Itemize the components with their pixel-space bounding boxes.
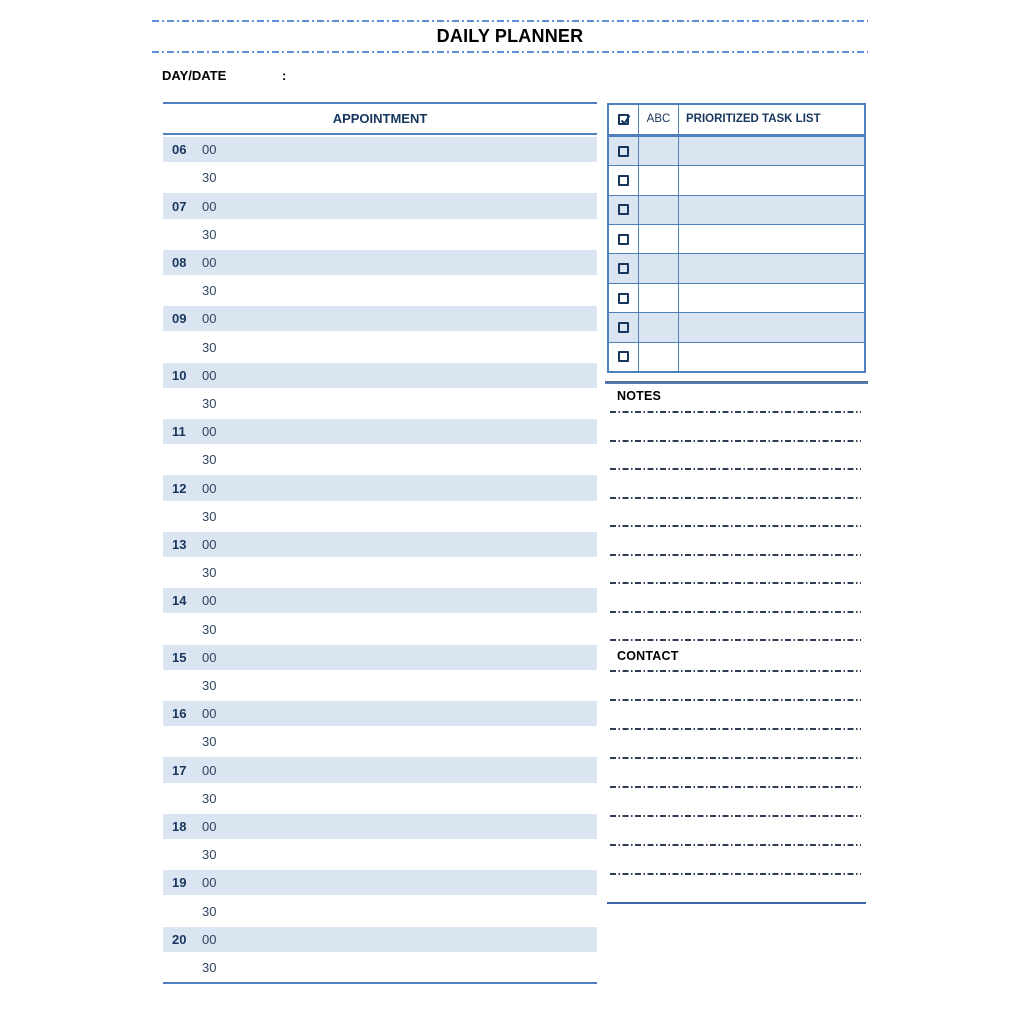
contact-line[interactable] <box>610 844 861 846</box>
task-checkbox-cell <box>609 196 639 224</box>
appointment-entry[interactable] <box>216 786 597 811</box>
minute-label: 00 <box>202 254 217 270</box>
minute-label: 00 <box>202 593 217 609</box>
notes-line[interactable] <box>610 611 861 613</box>
task-abc-cell[interactable] <box>639 137 679 165</box>
task-checkbox-cell <box>609 313 639 341</box>
prioritized-task-table <box>607 103 866 373</box>
minute-label: 00 <box>202 142 217 158</box>
task-abc-cell[interactable] <box>639 225 679 253</box>
appointment-slot[interactable] <box>163 334 597 359</box>
appointment-entry[interactable] <box>216 645 597 670</box>
task-header-title: PRIORITIZED TASK LIST <box>686 113 821 126</box>
notes-line[interactable] <box>610 468 861 470</box>
minute-label: 00 <box>202 762 217 778</box>
appointment-entry[interactable] <box>216 278 597 303</box>
hour-label: 15 <box>172 649 187 665</box>
appointment-slot[interactable] <box>163 870 597 895</box>
appointment-header-label: APPOINTMENT <box>332 111 428 126</box>
appointment-slot[interactable] <box>163 250 597 275</box>
task-header-abc: ABC <box>639 105 679 134</box>
notes-line[interactable] <box>610 411 861 413</box>
minute-label: 00 <box>202 649 217 665</box>
appointment-header <box>163 102 597 135</box>
hour-label: 18 <box>172 818 187 834</box>
empty-checkbox-icon[interactable] <box>618 175 629 186</box>
contact-bottom-rule <box>607 902 866 904</box>
minute-label: 00 <box>202 424 217 440</box>
task-text-cell[interactable] <box>679 196 864 224</box>
notes-line[interactable] <box>610 440 861 442</box>
appointment-entry[interactable] <box>216 475 597 500</box>
task-header-checkbox-cell <box>609 105 639 134</box>
task-abc-cell[interactable] <box>639 313 679 341</box>
notes-heading: NOTES <box>617 389 662 403</box>
task-row <box>609 224 864 253</box>
task-checkbox-cell <box>609 225 639 253</box>
task-row <box>609 136 864 165</box>
minute-label: 30 <box>202 508 217 524</box>
appointment-entry[interactable] <box>216 363 597 388</box>
appointment-slot[interactable] <box>163 814 597 839</box>
appointment-slot[interactable] <box>163 278 597 303</box>
task-text-cell[interactable] <box>679 284 864 312</box>
appointment-entry[interactable] <box>216 673 597 698</box>
task-abc-cell[interactable] <box>639 254 679 282</box>
day-date-value[interactable] <box>297 68 627 84</box>
empty-checkbox-icon[interactable] <box>618 146 629 157</box>
appointment-entry[interactable] <box>216 504 597 529</box>
appointment-slot[interactable] <box>163 137 597 162</box>
hour-label: 09 <box>172 311 187 327</box>
day-date-separator: : <box>282 68 287 83</box>
task-row <box>609 283 864 312</box>
hour-label: 16 <box>172 706 187 722</box>
appointment-slot[interactable] <box>163 222 597 247</box>
notes-line[interactable] <box>610 582 861 584</box>
task-row <box>609 253 864 282</box>
title-top-dashed-rule <box>152 20 868 22</box>
minute-label: 30 <box>202 734 217 750</box>
empty-checkbox-icon[interactable] <box>618 263 629 274</box>
checked-checkbox-icon <box>618 114 629 125</box>
task-text-cell[interactable] <box>679 254 864 282</box>
task-text-cell[interactable] <box>679 225 864 253</box>
hour-label: 14 <box>172 593 187 609</box>
appointment-slot[interactable] <box>163 701 597 726</box>
empty-checkbox-icon[interactable] <box>618 351 629 362</box>
task-checkbox-cell <box>609 166 639 194</box>
task-abc-cell[interactable] <box>639 343 679 371</box>
task-row <box>609 165 864 194</box>
appointment-slot[interactable] <box>163 363 597 388</box>
appointment-slot[interactable] <box>163 532 597 557</box>
appointment-entry[interactable] <box>216 447 597 472</box>
notes-line[interactable] <box>610 497 861 499</box>
appointment-entry[interactable] <box>216 927 597 952</box>
task-abc-cell[interactable] <box>639 196 679 224</box>
contact-line[interactable] <box>610 757 861 759</box>
minute-label: 30 <box>202 621 217 637</box>
appointment-entry[interactable] <box>216 419 597 444</box>
appointment-slot[interactable] <box>163 560 597 585</box>
minute-label: 30 <box>202 395 217 411</box>
appointment-entry[interactable] <box>216 193 597 218</box>
appointment-entry[interactable] <box>216 588 597 613</box>
minute-label: 30 <box>202 677 217 693</box>
task-abc-cell[interactable] <box>639 166 679 194</box>
appointment-slot[interactable] <box>163 391 597 416</box>
hour-label: 19 <box>172 875 187 891</box>
contact-line[interactable] <box>610 815 861 817</box>
task-abc-cell[interactable] <box>639 284 679 312</box>
appointment-entry[interactable] <box>216 532 597 557</box>
appointment-slot[interactable] <box>163 193 597 218</box>
appointment-entry[interactable] <box>216 334 597 359</box>
appointment-entry[interactable] <box>216 757 597 782</box>
task-table-header-row <box>609 105 864 136</box>
minute-label: 30 <box>202 339 217 355</box>
appointment-slot[interactable] <box>163 927 597 952</box>
minute-label: 00 <box>202 706 217 722</box>
appointment-slot[interactable] <box>163 165 597 190</box>
appointment-slot[interactable] <box>163 898 597 923</box>
hour-label: 10 <box>172 367 187 383</box>
appointment-entry[interactable] <box>216 701 597 726</box>
empty-checkbox-icon[interactable] <box>618 204 629 215</box>
hour-label: 12 <box>172 480 187 496</box>
task-checkbox-cell <box>609 254 639 282</box>
appointment-slot[interactable] <box>163 955 597 980</box>
appointment-slot[interactable] <box>163 757 597 782</box>
task-row <box>609 312 864 341</box>
appointment-rows <box>163 137 597 983</box>
hour-label: 07 <box>172 198 187 214</box>
appointment-entry[interactable] <box>216 814 597 839</box>
appointment-entry[interactable] <box>216 842 597 867</box>
appointment-slot[interactable] <box>163 504 597 529</box>
page-title: DAILY PLANNER <box>436 26 584 46</box>
appointment-slot[interactable] <box>163 475 597 500</box>
minute-label: 30 <box>202 226 217 242</box>
appointment-entry[interactable] <box>216 616 597 641</box>
appointment-slot[interactable] <box>163 616 597 641</box>
contact-heading: CONTACT <box>617 649 679 663</box>
contact-line[interactable] <box>610 699 861 701</box>
appointment-entry[interactable] <box>216 391 597 416</box>
appointment-slot[interactable] <box>163 419 597 444</box>
contact-line[interactable] <box>610 670 861 672</box>
hour-label: 13 <box>172 536 187 552</box>
appointment-entry[interactable] <box>216 870 597 895</box>
hour-label: 06 <box>172 142 187 158</box>
minute-label: 00 <box>202 931 217 947</box>
minute-label: 30 <box>202 565 217 581</box>
appointment-entry[interactable] <box>216 898 597 923</box>
minute-label: 00 <box>202 367 217 383</box>
notes-line[interactable] <box>610 639 861 641</box>
minute-label: 30 <box>202 847 217 863</box>
appointment-entry[interactable] <box>216 165 597 190</box>
minute-label: 00 <box>202 875 217 891</box>
appointment-entry[interactable] <box>216 729 597 754</box>
task-checkbox-cell <box>609 343 639 371</box>
notes-section-divider <box>605 381 868 384</box>
task-row <box>609 342 864 371</box>
task-row <box>609 195 864 224</box>
hour-label: 17 <box>172 762 187 778</box>
minute-label: 30 <box>202 959 217 975</box>
minute-label: 00 <box>202 818 217 834</box>
appointment-entry[interactable] <box>216 560 597 585</box>
minute-label: 00 <box>202 311 217 327</box>
appointment-entry[interactable] <box>216 955 597 980</box>
appointment-slot[interactable] <box>163 786 597 811</box>
task-text-cell[interactable] <box>679 313 864 341</box>
contact-line[interactable] <box>610 728 861 730</box>
hour-label: 20 <box>172 931 187 947</box>
minute-label: 30 <box>202 790 217 806</box>
task-text-cell[interactable] <box>679 166 864 194</box>
appointment-entry[interactable] <box>216 222 597 247</box>
hour-label: 08 <box>172 254 187 270</box>
contact-line[interactable] <box>610 786 861 788</box>
appointment-bottom-rule <box>163 982 597 984</box>
appointment-slot[interactable] <box>163 645 597 670</box>
notes-line[interactable] <box>610 525 861 527</box>
appointment-slot[interactable] <box>163 447 597 472</box>
appointment-slot[interactable] <box>163 306 597 331</box>
empty-checkbox-icon[interactable] <box>618 293 629 304</box>
appointment-slot[interactable] <box>163 729 597 754</box>
task-text-cell[interactable] <box>679 137 864 165</box>
appointment-entry[interactable] <box>216 137 597 162</box>
appointment-entry[interactable] <box>216 306 597 331</box>
minute-label: 30 <box>202 452 217 468</box>
hour-label: 11 <box>172 424 186 440</box>
minute-label: 00 <box>202 480 217 496</box>
title-bottom-dashed-rule <box>152 51 868 53</box>
minute-label: 00 <box>202 536 217 552</box>
appointment-slot[interactable] <box>163 842 597 867</box>
task-checkbox-cell <box>609 284 639 312</box>
minute-label: 00 <box>202 198 217 214</box>
minute-label: 30 <box>202 283 217 299</box>
empty-checkbox-icon[interactable] <box>618 322 629 333</box>
task-text-cell[interactable] <box>679 343 864 371</box>
empty-checkbox-icon[interactable] <box>618 234 629 245</box>
appointment-entry[interactable] <box>216 250 597 275</box>
notes-line[interactable] <box>610 554 861 556</box>
day-date-row <box>162 68 287 84</box>
minute-label: 30 <box>202 170 217 186</box>
contact-line[interactable] <box>610 873 861 875</box>
appointment-slot[interactable] <box>163 673 597 698</box>
day-date-label: DAY/DATE <box>162 68 227 83</box>
task-checkbox-cell <box>609 137 639 165</box>
appointment-slot[interactable] <box>163 588 597 613</box>
minute-label: 30 <box>202 903 217 919</box>
